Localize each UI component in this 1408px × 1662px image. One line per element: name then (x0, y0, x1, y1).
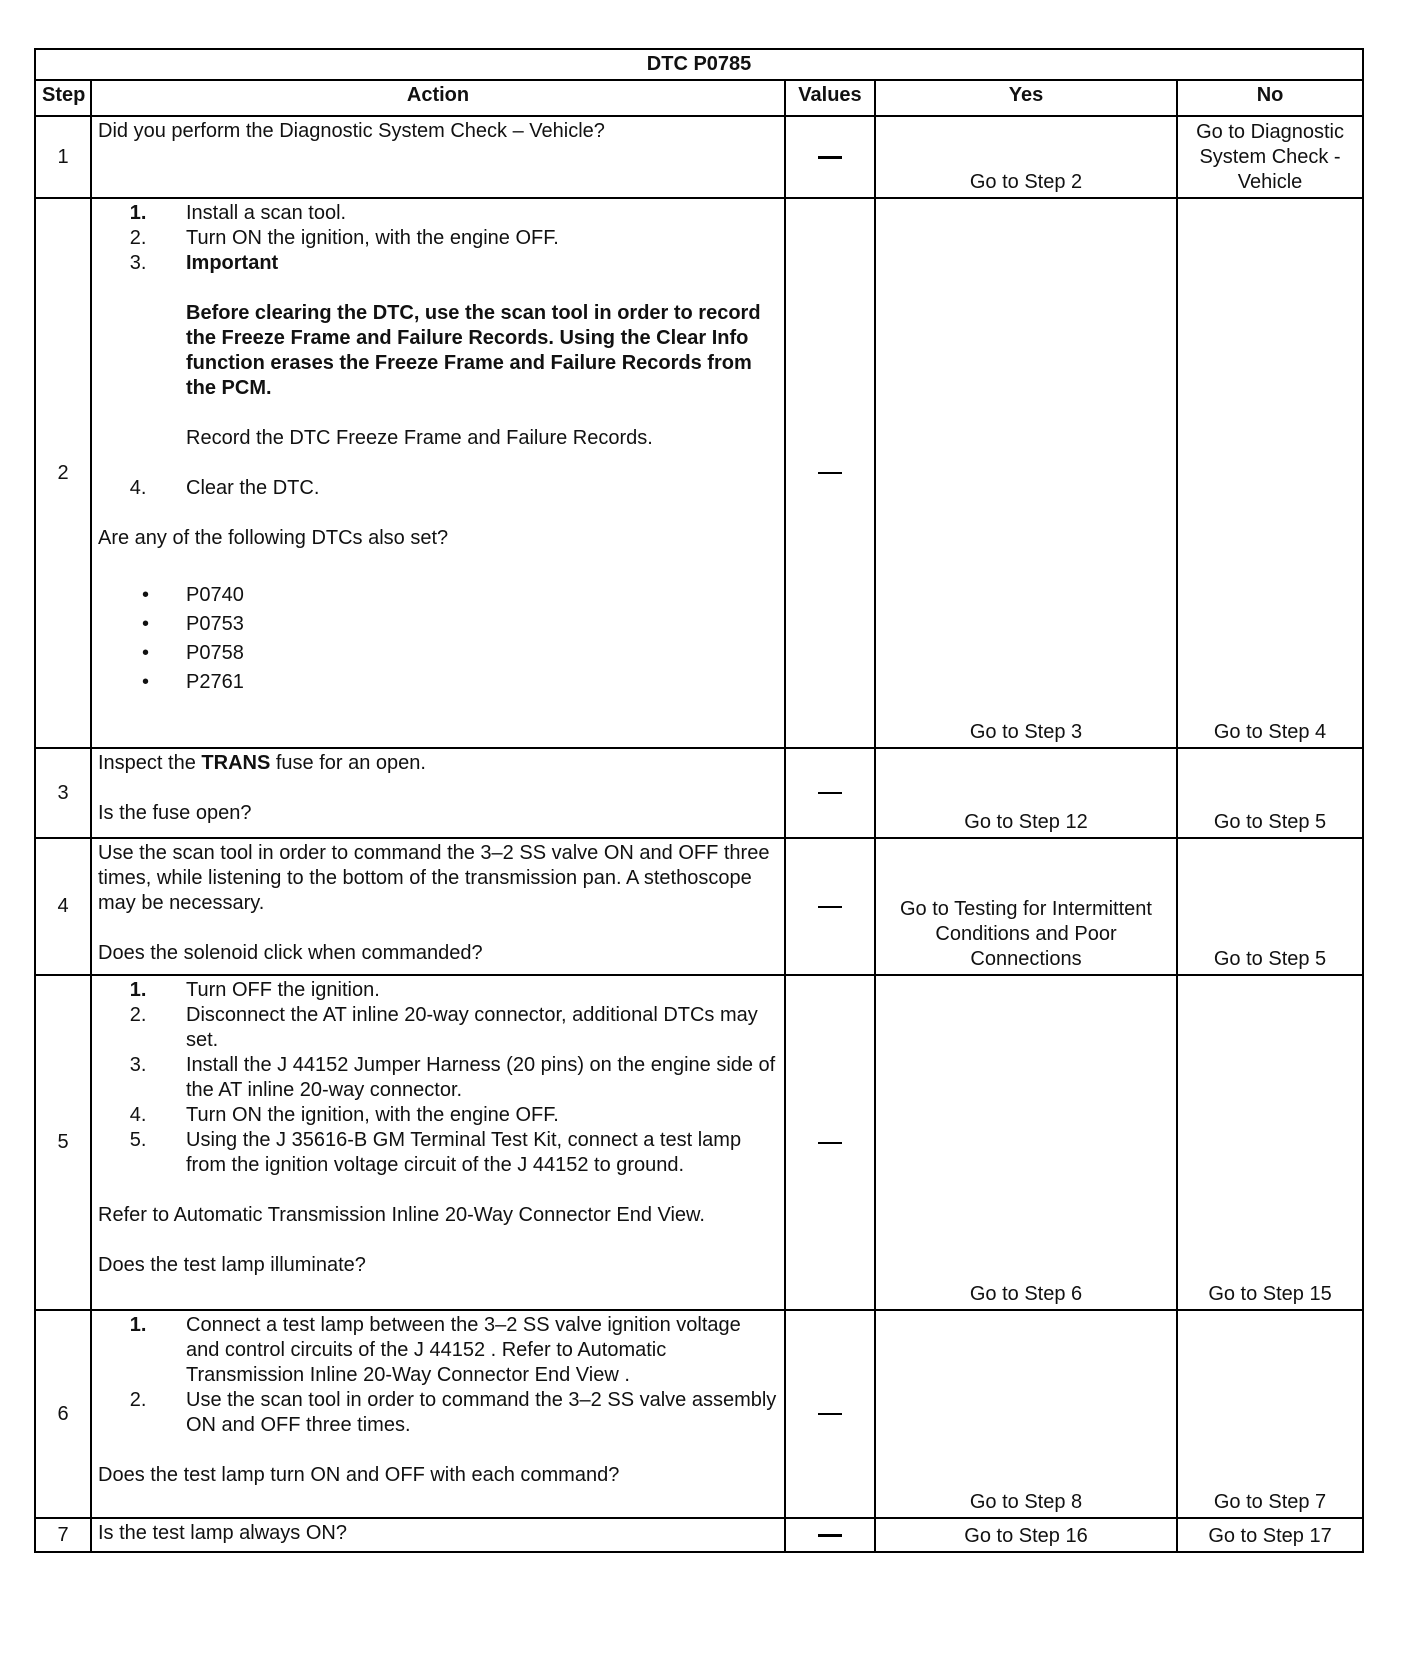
table-title: DTC P0785 (35, 49, 1363, 80)
step-number: 6 (35, 1310, 91, 1518)
step-instructions (98, 978, 778, 1178)
step-yes: Go to Step 2 (875, 116, 1177, 198)
step-value (785, 748, 875, 838)
dash-mark (818, 792, 842, 794)
step-no: Go to Step 5 (1177, 838, 1363, 975)
dtc-list (98, 581, 778, 697)
list-item: 3. Install the J 44152 Jumper Harness (20 pins) on the engine side of the AT inline 20-way connector. (152, 1053, 778, 1103)
table-header-row (35, 80, 1363, 116)
header-step: Step (35, 80, 91, 116)
action-text: fuse for an open. (270, 752, 426, 774)
step-action (91, 748, 785, 838)
step-no: Go to Step 7 (1177, 1310, 1363, 1518)
step-action (91, 116, 785, 198)
list-item: 1. Install a scan tool. (152, 201, 778, 226)
table-title-row (35, 49, 1363, 80)
step-number: 3 (35, 748, 91, 838)
step-yes: Go to Step 3 (875, 198, 1177, 748)
step-no: Go to Step 15 (1177, 975, 1363, 1310)
step-number: 1 (35, 116, 91, 198)
dash-mark (818, 156, 842, 159)
table-row (35, 116, 1363, 198)
spacer (98, 501, 778, 526)
dash-mark (818, 1413, 842, 1415)
step-question: Does the test lamp turn ON and OFF with each command? (98, 1464, 620, 1486)
step-no: Go to Diagnostic System Check - Vehicle (1177, 116, 1363, 198)
step-action (91, 198, 785, 748)
step-no: Go to Step 5 (1177, 748, 1363, 838)
list-item: • P0758 (152, 639, 778, 668)
list-item: 2. Use the scan tool in order to command the 3–2 SS valve assembly ON and OFF three times. (152, 1388, 778, 1438)
list-item: 2. Turn ON the ignition, with the engine OFF. (152, 226, 778, 251)
step-action-text: Use the scan tool in order to command the 3–2 SS valve ON and OFF three times, while listening to the bottom of the transmission pan. A stethoscope may be necessary. (98, 842, 770, 914)
list-item: 4. Turn ON the ignition, with the engine OFF. (152, 1103, 778, 1128)
step-no: Go to Step 17 (1177, 1518, 1363, 1552)
step-instructions (98, 201, 778, 276)
record-instruction: Record the DTC Freeze Frame and Failure Records. (186, 427, 653, 449)
step-action (91, 1518, 785, 1552)
fuse-name: TRANS (201, 752, 271, 774)
dash-mark (818, 906, 842, 908)
dtc-table (34, 48, 1364, 1553)
step-instructions (98, 476, 778, 501)
step-question: Is the test lamp always ON? (98, 1522, 347, 1544)
list-item: 3. Important (152, 251, 778, 276)
step-value (785, 1518, 875, 1552)
step-value (785, 198, 875, 748)
refer-text: Refer to Automatic Transmission Inline 20-Way Connector End View. (98, 1204, 705, 1226)
dash-mark (818, 472, 842, 474)
list-item: • P0740 (152, 581, 778, 610)
document-page (34, 48, 1362, 1553)
spacer (98, 451, 778, 476)
step-action-text (98, 751, 778, 776)
step-value (785, 838, 875, 975)
header-no: No (1177, 80, 1363, 116)
step-number: 7 (35, 1518, 91, 1552)
list-item: 1. Connect a test lamp between the 3–2 SS valve ignition voltage and control circuits of the J 44152 . Refer to Automatic Transmission Inline 20-Way Connector End View . (152, 1313, 778, 1388)
spacer (98, 1228, 778, 1253)
step-no: Go to Step 4 (1177, 198, 1363, 748)
step-value (785, 975, 875, 1310)
step-number: 5 (35, 975, 91, 1310)
table-row (35, 838, 1363, 975)
list-item: 5. Using the J 35616-B GM Terminal Test Kit, connect a test lamp from the ignition voltage circuit of the J 44152 to ground. (152, 1128, 778, 1178)
step-question: Does the solenoid click when commanded? (98, 942, 483, 964)
header-action: Action (91, 80, 785, 116)
action-text: Inspect the (98, 752, 202, 774)
list-item: 2. Disconnect the AT inline 20-way connector, additional DTCs may set. (152, 1003, 778, 1053)
step-action (91, 1310, 785, 1518)
spacer (98, 776, 778, 801)
step-value (785, 116, 875, 198)
table-row (35, 975, 1363, 1310)
step-number: 4 (35, 838, 91, 975)
step-value (785, 1310, 875, 1518)
dash-mark (818, 1534, 842, 1537)
step-yes: Go to Step 16 (875, 1518, 1177, 1552)
step-number: 2 (35, 198, 91, 748)
step-question: Did you perform the Diagnostic System Check – Vehicle? (98, 120, 605, 142)
spacer (98, 401, 778, 426)
step-question: Are any of the following DTCs also set? (98, 527, 449, 549)
step-yes: Go to Step 12 (875, 748, 1177, 838)
step-action (91, 838, 785, 975)
step-action (91, 975, 785, 1310)
step-yes: Go to Step 8 (875, 1310, 1177, 1518)
list-item: • P2761 (152, 668, 778, 697)
table-row (35, 748, 1363, 838)
spacer (98, 551, 778, 581)
table-row (35, 1518, 1363, 1552)
dash-mark (818, 1142, 842, 1144)
spacer (98, 1178, 778, 1203)
list-item: • P0753 (152, 610, 778, 639)
step-yes: Go to Testing for Intermittent Conditions and Poor Connections (875, 838, 1177, 975)
list-item: 1. Turn OFF the ignition. (152, 978, 778, 1003)
table-row (35, 198, 1363, 748)
step-instructions (98, 1313, 778, 1438)
spacer (98, 276, 778, 301)
list-item: 4. Clear the DTC. (152, 476, 778, 501)
step-question: Does the test lamp illuminate? (98, 1254, 366, 1276)
header-yes: Yes (875, 80, 1177, 116)
spacer (98, 1438, 778, 1463)
step-question: Is the fuse open? (98, 802, 252, 824)
step-yes: Go to Step 6 (875, 975, 1177, 1310)
table-row (35, 1310, 1363, 1518)
spacer (98, 916, 778, 941)
header-values: Values (785, 80, 875, 116)
important-note: Before clearing the DTC, use the scan tool in order to record the Freeze Frame and Failure Records. Using the Clear Info function erases the Freeze Frame and Failure Records from the PCM. (186, 302, 761, 399)
